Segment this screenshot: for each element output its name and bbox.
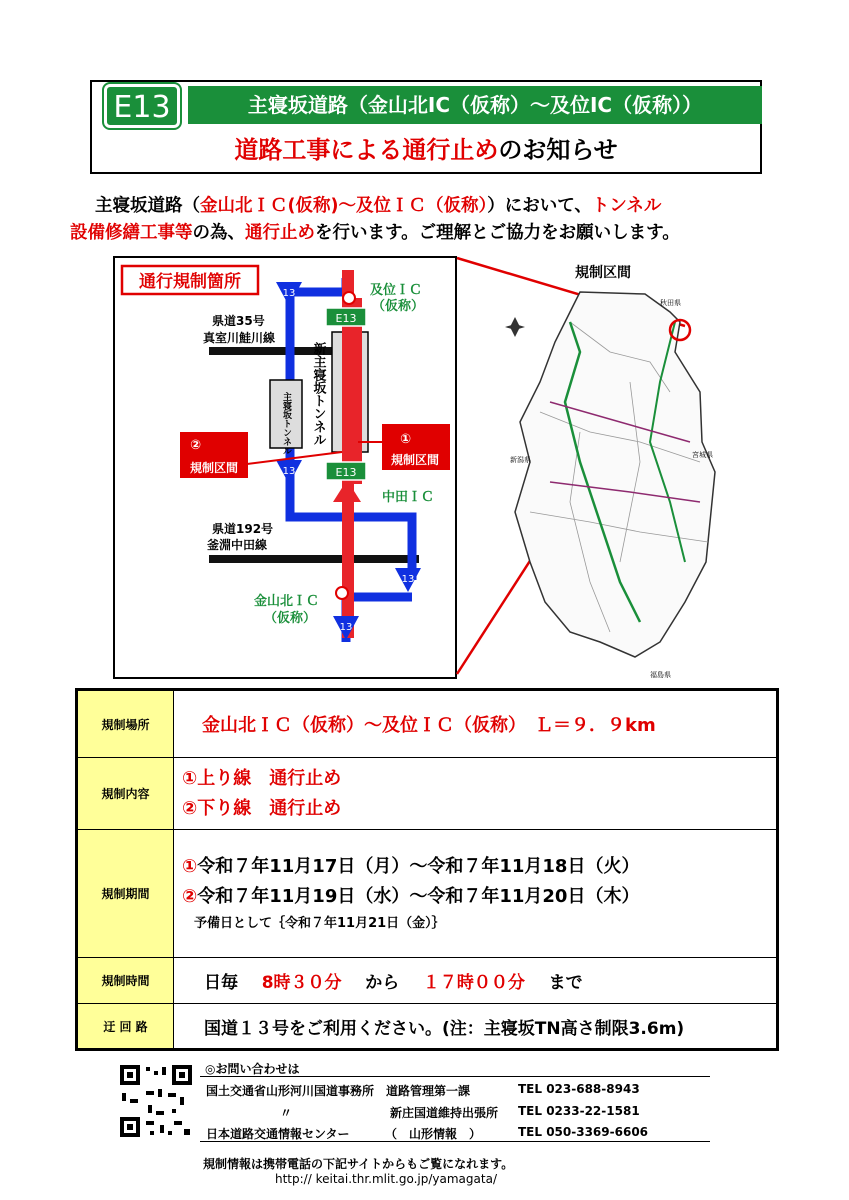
pref192-label-2: 釜淵中田線 xyxy=(207,538,268,552)
period-2-text: 令和７年11月19日（水）～令和７年11月20日（木） xyxy=(197,885,640,907)
time-until: まで xyxy=(548,973,583,993)
sec2-num: ② xyxy=(190,438,202,453)
contact-tel-3: TEL 050-3369-6606 xyxy=(518,1125,649,1139)
period-2 xyxy=(182,882,776,912)
place-value xyxy=(174,690,778,758)
nozoki-ic-sub: （仮称） xyxy=(372,299,425,314)
place-label: 規制場所 xyxy=(77,690,174,758)
route13-shield-mid xyxy=(276,460,302,484)
sec2-label: 規制区間 xyxy=(190,461,239,475)
compass-icon xyxy=(505,317,525,337)
content-item-1: ①上り線 通行止め xyxy=(182,767,342,789)
closure-diagram xyxy=(113,256,457,679)
sec1-label: 規制区間 xyxy=(391,453,440,467)
intro-closure: 通行止め xyxy=(245,223,315,243)
contact-org-3: 日本道路交通情報センター xyxy=(206,1127,350,1141)
route-name: 主寝坂道路（金山北IC（仮称）～及位IC（仮称）） xyxy=(188,86,762,124)
time-label: 規制時間 xyxy=(77,958,174,1004)
intro-line-2 xyxy=(70,220,790,246)
time-end: １７時００分 xyxy=(422,973,525,993)
intro-tunnel: トンネル xyxy=(591,196,662,216)
contact-org-1: 国土交通省山形河川国道事務所 道路管理第一課 xyxy=(206,1084,471,1098)
sec1-num: ① xyxy=(400,432,412,447)
pref35-label-1: 県道35号 xyxy=(212,314,265,328)
contact-rule xyxy=(200,1076,710,1077)
mobile-note: 規制情報は携帯電話の下記サイトからもご覧になれます。 xyxy=(203,1157,514,1171)
period-2-num: ② xyxy=(182,885,198,907)
diagram-label: 通行規制箇所 xyxy=(139,272,241,292)
time-start: 8時３０分 xyxy=(261,973,342,993)
fukushima-label: 福島県 xyxy=(650,671,671,679)
period-1-num: ① xyxy=(182,855,198,877)
time-daily: 日毎 xyxy=(204,973,238,993)
notice-title-red: 道路工事による通行止め xyxy=(234,136,499,164)
intro-work: 設備修繕工事等 xyxy=(70,223,193,243)
contact-heading: ◎お問い合わせは xyxy=(205,1062,300,1076)
qr-code xyxy=(118,1063,194,1139)
new-tunnel-label: 新主寝坂トンネル xyxy=(310,342,326,446)
table-row-period xyxy=(77,830,778,958)
svg-text:13: 13 xyxy=(282,466,296,477)
old-tunnel-label: 主寝坂トンネル xyxy=(281,392,291,455)
period-1 xyxy=(182,852,776,882)
table-row-content xyxy=(77,758,778,830)
route13-shield-right xyxy=(395,568,421,592)
place-value-text: 金山北ＩＣ（仮称）～及位ＩＣ（仮称） Ｌ＝９．９km xyxy=(202,715,656,736)
nakata-ic-label: 中田ＩＣ xyxy=(382,490,435,505)
svg-text:13: 13 xyxy=(282,288,296,299)
pref35-label-2: 真室川鮭川線 xyxy=(203,331,276,345)
pref-road-192 xyxy=(209,555,419,563)
table-row-place xyxy=(77,690,778,758)
detour-value: 国道１３号をご利用ください。(注：主寝坂TN高さ制限3.6m) xyxy=(174,1004,778,1050)
miyagi-label: 宮城県 xyxy=(692,451,713,459)
detour-label: 迂 回 路 xyxy=(77,1004,174,1050)
akita-label: 秋田県 xyxy=(660,299,681,307)
info-table xyxy=(75,688,779,1051)
period-value xyxy=(174,830,778,958)
contact-tel-1: TEL 023-688-8943 xyxy=(518,1082,640,1096)
intro-text: の為、 xyxy=(192,223,245,243)
notice-title-black: のお知らせ xyxy=(498,136,618,164)
intro-text: を行います。ご理解とご協力をお願いします。 xyxy=(315,223,680,243)
e13-sign-top-label: E13 xyxy=(335,312,357,325)
intro-text: ）において、 xyxy=(487,196,592,216)
intro-section: 金山北ＩＣ(仮称)～及位ＩＣ（仮称） xyxy=(200,196,488,216)
e13-sign-mid-label: E13 xyxy=(335,466,357,479)
route13-shield-bottom xyxy=(333,616,359,640)
nozoki-ic-label: 及位ＩＣ xyxy=(370,283,423,298)
period-1-text: 令和７年11月17日（月）～令和７年11月18日（火） xyxy=(197,855,640,877)
table-row-detour xyxy=(77,1004,778,1050)
reserve-day: 予備日として｛令和７年11月21日（金）｝ xyxy=(194,915,445,931)
e13-route-badge: E13 xyxy=(104,84,180,128)
content-value xyxy=(174,758,778,830)
content-label: 規制内容 xyxy=(77,758,174,830)
svg-text:13: 13 xyxy=(339,622,353,633)
intro-text: 主寝坂道路（ xyxy=(95,196,200,216)
contact-org-2-ditto: 〃 xyxy=(280,1106,293,1120)
pref192-label-1: 県道192号 xyxy=(212,522,274,536)
closure-marker-bottom xyxy=(336,587,348,599)
time-from: から xyxy=(365,973,400,993)
svg-text:13: 13 xyxy=(401,574,415,585)
table-row-time xyxy=(77,958,778,1004)
time-value xyxy=(174,958,778,1004)
diagram-svg xyxy=(115,258,455,677)
notice-title xyxy=(92,130,760,170)
contact-rule-bottom xyxy=(200,1141,710,1142)
kaneyama-ic-sub: （仮称） xyxy=(264,611,317,626)
mobile-url[interactable]: http:// keitai.thr.mlit.go.jp/yamagata/ xyxy=(275,1172,497,1186)
content-item-2: ②下り線 通行止め xyxy=(182,797,342,819)
closure-marker-top xyxy=(343,292,355,304)
region-map-title: 規制区間 xyxy=(575,265,631,281)
contact-org-3-sub: （ 山形情報 ） xyxy=(385,1127,482,1141)
niigata-label: 新潟県 xyxy=(510,456,531,464)
contact-org-2: 新庄国道維持出張所 xyxy=(390,1106,499,1120)
qr-code-icon xyxy=(118,1063,194,1139)
kaneyama-ic-label: 金山北ＩＣ xyxy=(254,594,320,609)
region-map xyxy=(470,262,720,682)
contact-tel-2: TEL 0233-22-1581 xyxy=(518,1104,640,1118)
yamagata-outline xyxy=(515,292,715,657)
intro-line-1 xyxy=(95,193,815,219)
period-label: 規制期間 xyxy=(77,830,174,958)
region-map-svg xyxy=(470,262,720,682)
